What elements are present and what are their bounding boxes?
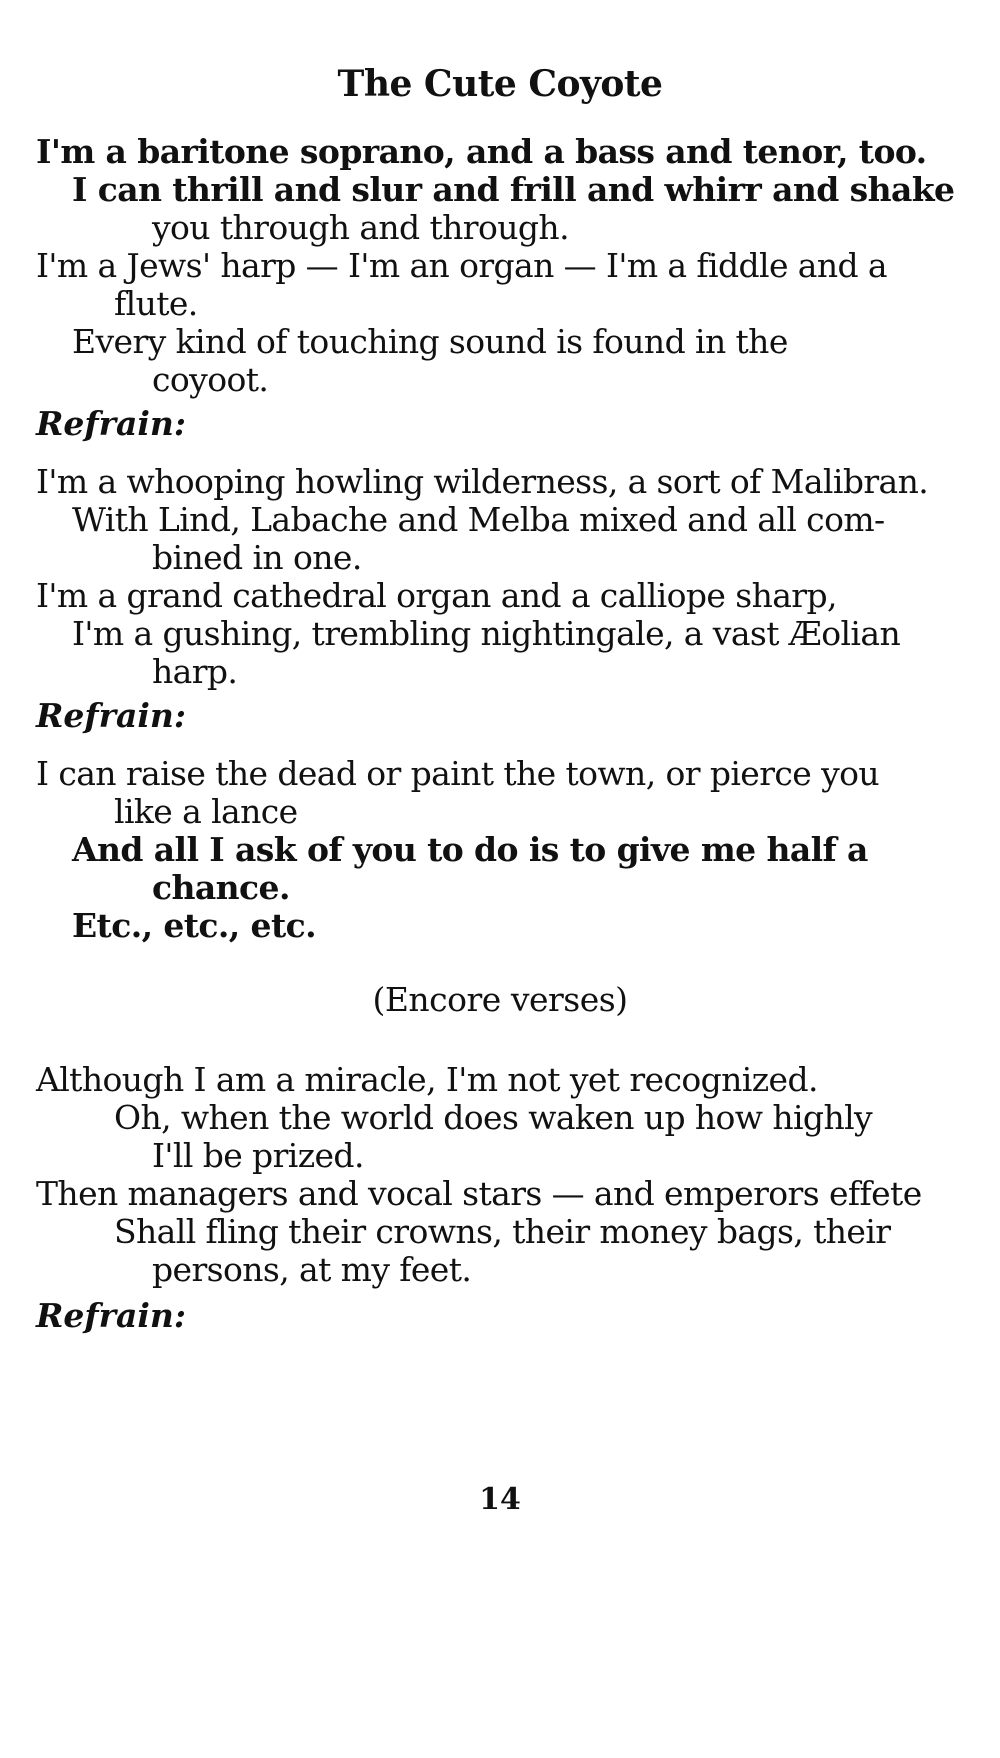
verse-line: Then managers and vocal stars — and emperors effete [36, 1174, 922, 1213]
verse-line: flute. [114, 284, 198, 323]
verse-line: coyoot. [152, 360, 269, 399]
verse-line: I can thrill and slur and frill and whirr and shake [72, 170, 955, 209]
verse-line: I'm a Jews' harp — I'm an organ — I'm a fiddle and a [36, 246, 888, 285]
verse-line: I'm a whooping howling wilderness, a sort of Malibran. [36, 462, 929, 501]
verse-line: Etc., etc., etc. [72, 906, 316, 945]
verse-line: I'm a gushing, trembling nightingale, a vast Æolian [72, 614, 901, 653]
refrain-label: Refrain: [36, 1296, 187, 1335]
verse-line: Oh, when the world does waken up how highly [114, 1098, 873, 1137]
verse-line: Shall fling their crowns, their money bags, their [114, 1212, 891, 1251]
verse-line: you through and through. [152, 208, 569, 247]
verse-line: I'll be prized. [152, 1136, 364, 1175]
verse-line: persons, at my feet. [152, 1250, 472, 1289]
encore-heading: (Encore verses) [372, 980, 628, 1019]
verse-line: I'm a baritone soprano, and a bass and tenor, too. [36, 132, 927, 171]
verse-line: bined in one. [152, 538, 362, 577]
verse-line: Although I am a miracle, I'm not yet recognized. [36, 1060, 818, 1099]
verse-line: With Lind, Labache and Melba mixed and all com- [72, 500, 885, 539]
refrain-label: Refrain: [36, 696, 187, 735]
verse-line: harp. [152, 652, 238, 691]
verse-line: And all I ask of you to do is to give me half a [72, 830, 868, 869]
refrain-label: Refrain: [36, 404, 187, 443]
verse-line: Every kind of touching sound is found in the [72, 322, 788, 361]
page-number: 14 [479, 1482, 521, 1517]
verse-line: I can raise the dead or paint the town, or pierce you [36, 754, 880, 793]
verse-line: I'm a grand cathedral organ and a calliope sharp, [36, 576, 837, 615]
verse-line: chance. [152, 868, 290, 907]
page-title: The Cute Coyote [337, 63, 663, 105]
verse-line: like a lance [114, 792, 298, 831]
